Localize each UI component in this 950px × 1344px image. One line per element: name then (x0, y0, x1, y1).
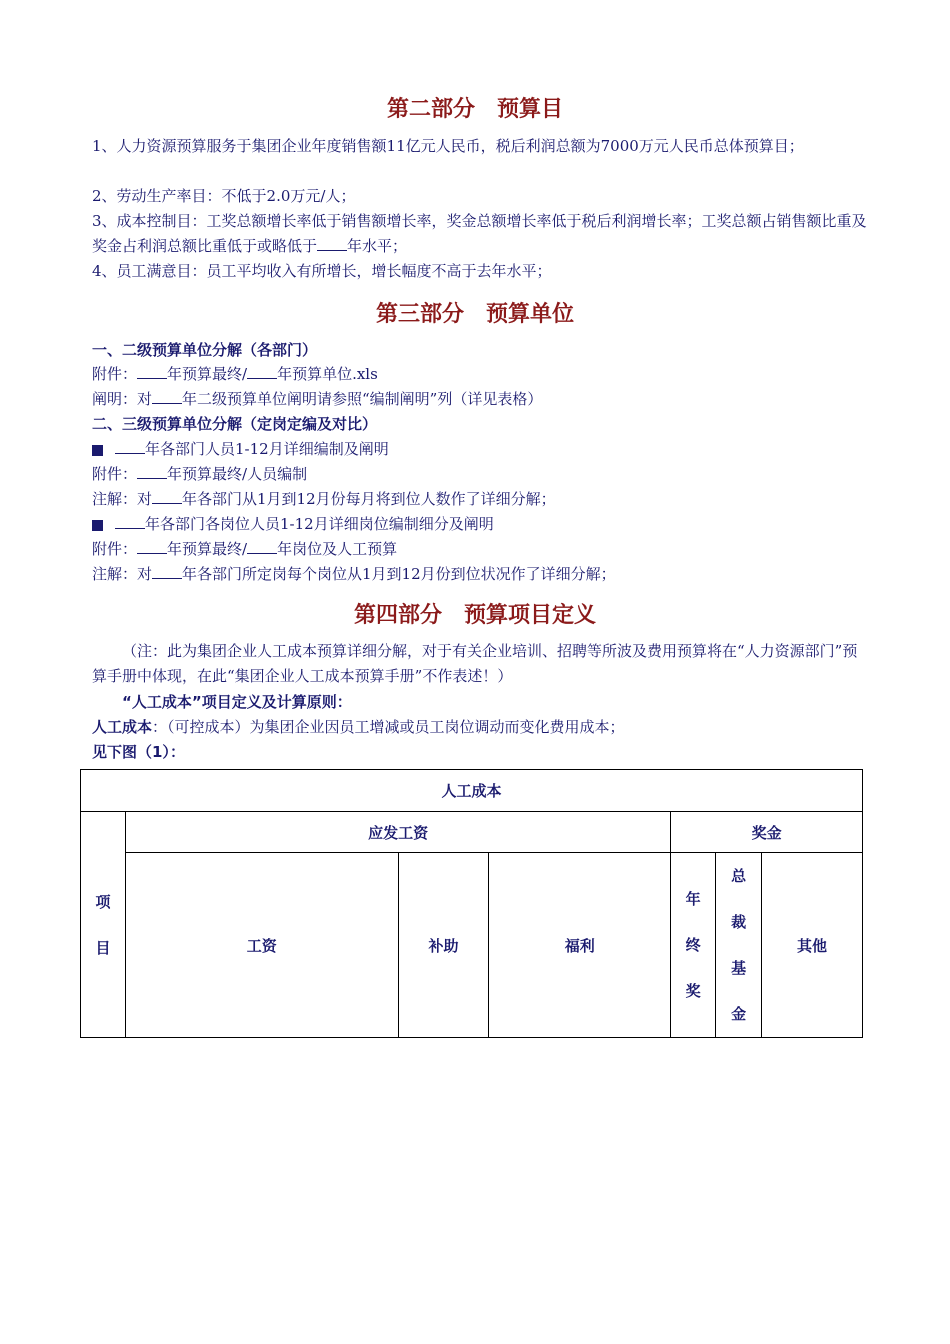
attachment-line-1 (92, 362, 872, 387)
definition-text: ：（可控成本）为集团企业因员工增减或员工岗位调动而变化费用成本； (152, 718, 625, 736)
square-bullet-icon (92, 520, 103, 531)
blank-line (247, 539, 277, 554)
definition-line (92, 715, 872, 740)
section-4-note: （注：此为集团企业人工成本预算详细分解，对于有关企业培训、招聘等所波及费用预算将在“人力资源部门”预算手册中体现，在此“集团企业人工成本预算手册”不作表述！） (92, 642, 858, 685)
year-end-bonus-cell (671, 853, 716, 1038)
text: 年各部门各岗位人员1-12月详细岗位编制细分及阐明 (145, 515, 494, 533)
welfare-header: 福利 (489, 853, 671, 1038)
definition-label: 人工成本 (92, 718, 153, 736)
text: 年预算最终/ (167, 540, 248, 558)
square-bullet-icon (92, 445, 103, 456)
blank-line (247, 364, 277, 379)
bullet-line-2 (92, 512, 872, 537)
item-header: 项目 (95, 892, 111, 957)
note-line-2 (92, 562, 872, 587)
payable-wage-header: 应发工资 (125, 812, 670, 853)
year-end-bonus-header: 年终奖 (685, 890, 701, 1000)
blank-line (137, 539, 167, 554)
labor-cost-table (80, 769, 863, 1038)
blank-line (137, 364, 167, 379)
label: 附件： (92, 465, 138, 483)
section-2-item-3-text: 3、成本控制目：工奖总额增长率低于销售额增长率，奖金总额增长率低于税后利润增长率；工奖总额占销售额比重及奖金占利润总额比重低于或略低于 (92, 212, 867, 255)
blank-line (115, 439, 145, 454)
section-2-title: 第二部分 预算目 (386, 97, 563, 122)
text: 年二级预算单位阐明请参照“编制阐明”列（详见表格） (182, 390, 543, 408)
text: 年各部门从1月到12月份每月将到位人数作了详细分解； (182, 490, 556, 508)
blank-line (137, 464, 167, 479)
ceo-fund-header: 总裁基金 (731, 867, 747, 1023)
label: 注解：对 (92, 490, 153, 508)
blank-line (152, 489, 182, 504)
section-2-item-3 (92, 209, 872, 259)
wage-header: 工资 (125, 853, 398, 1038)
item-header-cell (81, 812, 126, 1038)
section-3-sub-1: 一、二级预算单位分解（各部门） (92, 341, 318, 359)
other-header: 其他 (762, 853, 863, 1038)
explain-line-1 (92, 387, 872, 412)
attachment-line-3 (92, 537, 872, 562)
blank-line (115, 514, 145, 529)
blank-line (152, 389, 182, 404)
section-2-item-3-tail: 年水平； (347, 237, 408, 255)
bullet-line-1 (92, 437, 872, 462)
text: 年各部门所定岗每个岗位从1月到12月份到位状况作了详细分解； (182, 565, 616, 583)
label: 附件： (92, 540, 138, 558)
section-4-title: 第四部分 预算项目定义 (353, 603, 596, 628)
text: 年预算单位.xls (277, 365, 378, 383)
table-title-cell: 人工成本 (81, 770, 863, 812)
section-2-item-1: 1、人力资源预算服务于集团企业年度销售额11亿元人民币，税后利润总额为7000万元人民币总体预算目； (92, 137, 804, 155)
section-3-sub-2: 二、三级预算单位分解（定岗定编及对比） (92, 415, 378, 433)
bonus-header: 奖金 (671, 812, 863, 853)
definition-heading: “人工成本”项目定义及计算原则： (122, 693, 352, 711)
text: 年预算最终/人员编制 (167, 465, 308, 483)
section-3-title: 第三部分 预算单位 (375, 302, 574, 327)
section-2-item-4: 4、员工满意目：员工平均收入有所增长，增长幅度不高于去年水平； (92, 262, 552, 280)
text: 年各部门人员1-12月详细编制及阐明 (145, 440, 389, 458)
label: 阐明：对 (92, 390, 153, 408)
attachment-line-2 (92, 462, 872, 487)
subsidy-header: 补助 (398, 853, 489, 1038)
ceo-fund-cell (716, 853, 762, 1038)
label: 附件： (92, 365, 138, 383)
text: 年岗位及人工预算 (277, 540, 398, 558)
blank-line (317, 236, 347, 251)
see-figure: 见下图（1）： (92, 743, 185, 761)
label: 注解：对 (92, 565, 153, 583)
section-2-item-2: 2、劳动生产率目：不低于2.0万元/人； (92, 187, 356, 205)
note-line-1 (92, 487, 872, 512)
blank-line (152, 564, 182, 579)
text: 年预算最终/ (167, 365, 248, 383)
